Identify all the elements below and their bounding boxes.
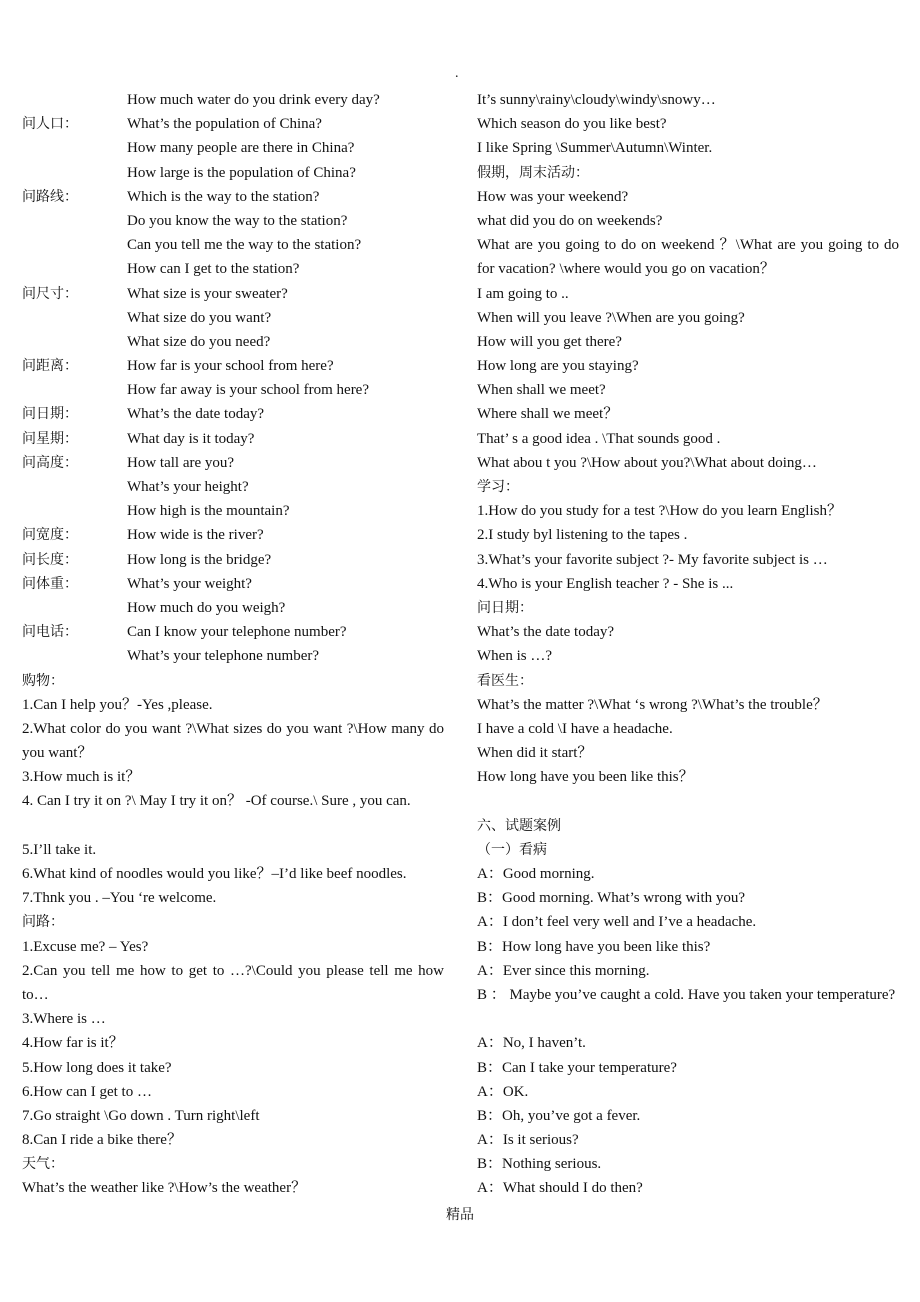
qa-question: Which is the way to the station? [127,188,320,205]
qa-question: How many people are there in China? [127,140,355,157]
qa-label [22,161,127,185]
qa-row [22,523,444,547]
top-mark: . [455,66,459,81]
study-item: 2.I study byl listening to the tapes . [477,527,688,544]
qa-question: What’s the population of China? [127,116,322,133]
weekend-item: How long are you staying? [477,358,639,375]
weekend-item: Where shall we meet？ [477,406,619,423]
qa-row [22,596,444,620]
shopping-item: 6.What kind of noodles would you like？–I’d like beef noodles. [22,866,407,883]
weather-item: Which season do you like best? [477,116,667,133]
weekend-item: what did you do on weekends? [477,212,663,229]
qa-question: What’s your height? [127,479,249,495]
directions-item: 5.How long does it take? [22,1059,172,1076]
doctor-item: When did it start？ [477,745,593,762]
qa-label [22,644,127,668]
doctor-item: What’s the matter ?\What ‘s wrong ?\What’s the trouble？ [477,696,828,713]
qa-label [22,88,127,112]
examples-subheading: （一）看病 [477,841,547,858]
dialogue-line: B：Good morning. What’s wrong with you? [477,890,746,907]
weather-item: It’s sunny\rainy\cloudy\windy\snowy… [477,92,716,108]
qa-question: Can you tell me the way to the station? [127,237,362,254]
qa-question: How tall are you? [127,454,235,471]
qa-row [22,644,444,668]
qa-label: 问宽度： [22,527,78,544]
study-item: 4.Who is your English teacher ? - She is ... [477,575,734,592]
qa-question: How much do you weigh? [127,599,286,616]
qa-question: What’s your telephone number? [127,648,320,665]
shopping-item: 3.How much is it？ [22,769,141,786]
dialogue-line: A：No, I haven’t. [477,1035,586,1052]
qa-row [22,209,444,233]
directions-item: 7.Go straight \Go down . Turn right\left [22,1107,260,1124]
qa-row [22,112,444,136]
qa-row [22,427,444,451]
qa-label [22,209,127,233]
dialogue-line: B：How long have you been like this? [477,938,711,955]
qa-label [22,378,127,402]
qa-question: How wide is the river? [127,527,264,544]
section-spacer [477,789,899,813]
qa-row [22,572,444,596]
qa-question: How can I get to the station? [127,261,300,278]
qa-row [22,136,444,160]
dialogue-line: B：Oh, you’ve got a fever. [477,1107,641,1124]
qa-label: 问尺寸： [22,285,78,302]
qa-row [22,354,444,378]
qa-question: What’s the date today? [127,406,265,423]
study-heading: 学习： [477,479,519,496]
qa-label [22,233,127,257]
qa-table [22,88,444,669]
qa-row [22,330,444,354]
dialogue-line: A：What should I do then? [477,1180,643,1197]
qa-label: 问长度： [22,551,78,568]
qa-row [22,233,444,257]
qa-row [22,257,444,281]
qa-label: 问体重： [22,575,78,592]
qa-row [22,475,444,499]
dialogue-line: B ： Maybe you’ve caught a cold. Have you taken your temperature? [477,986,896,1003]
dialogue-line: B：Nothing serious. [477,1156,602,1173]
qa-question: What size do you need? [127,333,271,350]
doctor-heading: 看医生： [477,672,533,689]
qa-question: How far is your school from here? [127,358,334,375]
weekend-item: When will you leave ?\When are you going? [477,309,745,326]
qa-label [22,330,127,354]
directions-heading: 问路： [22,914,64,931]
weather-item: What’s the weather like ?\How’s the weather？ [22,1180,307,1197]
weekend-heading: 假期，周末活动： [477,164,589,181]
directions-item: 1.Excuse me? – Yes? [22,938,149,955]
weekend-item: I am going to .. [477,285,569,302]
right-column [477,88,899,1201]
qa-row [22,499,444,523]
qa-label: 问高度： [22,454,78,471]
shopping-item: 2.What color do you want ?\What sizes do you want ?\How many do you want？ [22,720,444,762]
weekend-item: How will you get there? [477,333,622,350]
study-item: 1.How do you study for a test ?\How do you learn English？ [477,503,842,520]
left-column [22,88,444,1201]
dialogue-line: A：Good morning. [477,866,595,883]
qa-question: What size is your sweater? [127,285,288,302]
qa-row [22,282,444,306]
weekend-item: What abou t you ?\How about you?\What about doing… [477,454,817,471]
directions-item: 4.How far is it？ [22,1035,124,1052]
dialogue-line: A：I don’t feel very well and I’ve a headache. [477,914,757,931]
directions-item: 2.Can you tell me how to get to …?\Could you please tell me how to… [22,962,444,1003]
qa-row [22,620,444,644]
weather-item: I like Spring \Summer\Autumn\Winter. [477,140,713,157]
qa-row [22,402,444,426]
qa-row [22,161,444,185]
qa-question: How long is the bridge? [127,551,272,568]
dialogue-line: B：Can I take your temperature? [477,1059,677,1076]
weekend-item: How was your weekend? [477,188,629,205]
qa-question: How large is the population of China? [127,164,356,181]
shopping-item: 1.Can I help you？-Yes ,please. [22,696,213,713]
qa-label [22,596,127,620]
date-item: What’s the date today? [477,624,615,641]
study-item: 3.What’s your favorite subject ?- My favorite subject is … [477,551,828,568]
qa-question: Can I know your telephone number? [127,624,347,641]
qa-label: 问电话： [22,624,78,641]
dialogue-line: A：Ever since this morning. [477,962,650,979]
directions-item: 8.Can I ride a bike there？ [22,1132,182,1149]
qa-question: What’s your weight? [127,575,252,592]
qa-label: 问人口： [22,116,78,133]
qa-label [22,306,127,330]
qa-label: 问星期： [22,430,78,447]
weather-heading: 天气： [22,1156,64,1173]
qa-question: How far away is your school from here? [127,382,369,399]
qa-question: Do you know the way to the station? [127,212,348,229]
dialogue-line: A：Is it serious? [477,1132,579,1149]
qa-row [22,185,444,209]
qa-row [22,306,444,330]
doctor-item: How long have you been like this？ [477,769,694,786]
dialogue-line: A：OK. [477,1083,529,1100]
shopping-heading: 购物： [22,672,64,689]
qa-question: How much water do you drink every day? [127,92,380,108]
qa-label [22,136,127,160]
date-heading: 问日期： [477,599,533,616]
qa-label [22,257,127,281]
shopping-item: 5.I’ll take it. [22,841,97,858]
qa-row [22,548,444,572]
directions-item: 6.How can I get to … [22,1083,152,1100]
qa-row [22,378,444,402]
qa-question: What size do you want? [127,309,272,326]
qa-label: 问距离： [22,358,78,375]
qa-row [22,451,444,475]
doctor-item: I have a cold \I have a headache. [477,720,673,737]
shopping-item: 7.Thnk you . –You ‘re welcome. [22,890,217,907]
directions-item: 3.Where is … [22,1011,106,1028]
weekend-item: What are you going to do on weekend ？\What are you going to do for vacation? \where would you go on vacation？ [477,237,899,278]
shopping-item: 4. Can I try it on ?\ May I try it on？ -Of course.\ Sure , you can. [22,793,411,810]
date-item: When is …? [477,648,552,665]
qa-question: What day is it today? [127,430,255,447]
qa-label [22,475,127,499]
qa-question: How high is the mountain? [127,503,290,520]
weekend-item: That’ s a good idea . \That sounds good . [477,430,721,447]
qa-row [22,88,444,112]
qa-label: 问路线： [22,188,78,205]
qa-label [22,499,127,523]
page-footer: 精品 [446,1207,474,1223]
qa-label: 问日期： [22,406,78,423]
weekend-item: When shall we meet? [477,382,606,399]
examples-heading: 六、试题案例 [477,817,561,834]
